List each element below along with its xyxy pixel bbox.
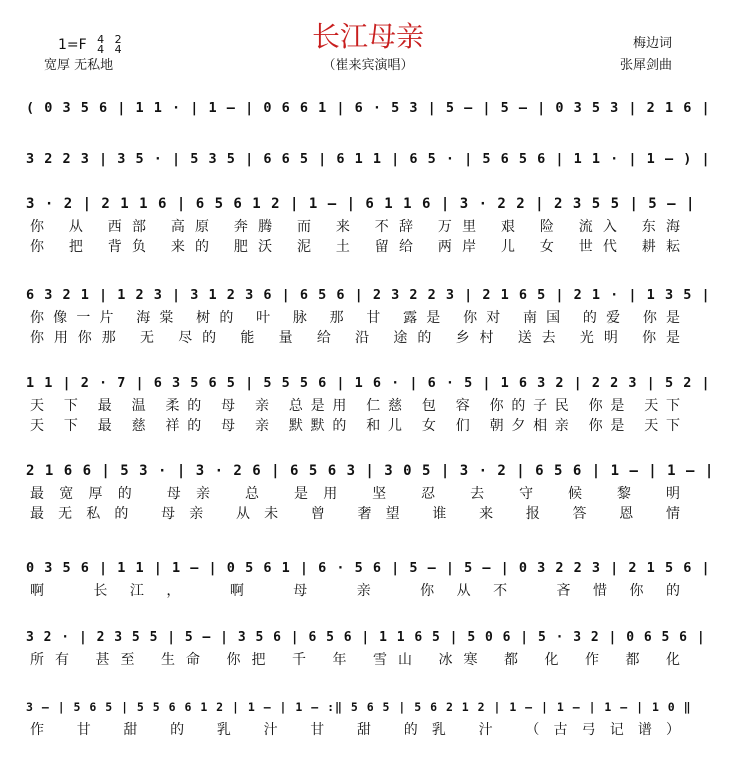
- notation-text: 3 – | 5 6 5 | 5 5 6 6 1 2 | 1 – | 1 – :‖ 5 6 5 | 5 6 2 1 2 | 1 – | 1 – | 1 – | 1 0 ‖: [26, 700, 692, 714]
- notation-row: [26, 148, 714, 170]
- time-signature-4-4: 4 4: [97, 33, 105, 56]
- notation-text: 6 3 2 1 | 1 2 3 | 3 1 2 3 6 | 6 5 6 | 2 3 2 2 3 | 2 1 6 5 | 2 1 · | 1 3 5 |: [26, 287, 711, 303]
- notation-text: 3 2 · | 2 3 5 5 | 5 – | 3 5 6 | 6 5 6 | 1 1 6 5 | 5 0 6 | 5 · 3 2 | 0 6 5 6 |: [26, 629, 706, 645]
- lyric-text: 最宽厚的 母亲 总 是用 坚 忍 去 守 候 黎 明: [30, 486, 680, 502]
- lyric-line: [30, 721, 680, 739]
- song-title: 长江母亲: [311, 20, 424, 53]
- lyric-text: 最无私的 母亲 从未 曾 奢望 谁 来 报 答 恩 情: [30, 506, 680, 522]
- notation-row: [26, 626, 714, 648]
- notation-row: [26, 97, 714, 119]
- lyric-text: 作 甘 甜 的 乳 汁 甘 甜 的乳 汁 （古弓记谱）: [30, 722, 680, 738]
- notation-row: [26, 193, 714, 215]
- notation-text: 0 3 5 6 | 1 1 | 1 – | 0 5 6 1 | 6 · 5 6 | 5 – | 5 – | 0 3 2 2 3 | 2 1 5 6 |: [26, 560, 711, 576]
- notation-text: 1 1 | 2 · 7 | 6 3 5 6 5 | 5 5 5 6 | 1 6 · | 6 · 5 | 1 6 3 2 | 2 2 3 | 5 2 |: [26, 375, 711, 391]
- lyric-text: 你用你那 无 尽的 能 量 给 沿 途的 乡村 送去 光明 你是: [30, 330, 680, 346]
- composer-credit: 张犀剑曲: [620, 58, 673, 73]
- lyric-line: [30, 485, 680, 503]
- notation-row: [26, 460, 714, 482]
- lyric-line: [30, 397, 680, 415]
- lyric-text: 天 下 最 温 柔的 母 亲 总是用 仁慈 包 容 你的子民 你是 天下: [30, 398, 680, 414]
- lyric-text: 所有 甚至 生命 你把 千 年 雪山 冰寒 都 化 作 都 化: [30, 652, 680, 668]
- tempo-marking: 宽厚 无私地: [44, 58, 114, 73]
- lyric-line: [30, 329, 680, 347]
- time-signature-2-4: 2 4: [114, 33, 122, 56]
- notation-row: [26, 696, 714, 718]
- lyric-text: 你 从 西部 高原 奔腾 而 来 不辞 万里 艰 险 流入 东海: [30, 219, 680, 235]
- notation-row: [26, 372, 714, 394]
- lyric-line: [30, 651, 680, 669]
- singer-credit: （崔来宾演唱）: [322, 58, 414, 73]
- notation-text: 2 1 6 6 | 5 3 · | 3 · 2 6 | 6 5 6 3 | 3 0 5 | 3 · 2 | 6 5 6 | 1 – | 1 – |: [26, 463, 715, 479]
- lyric-line: [30, 417, 680, 435]
- notation-row: [26, 284, 714, 306]
- lyric-line: [30, 238, 680, 256]
- key-signature: [58, 35, 122, 55]
- notation-text: ( 0 3 5 6 | 1 1 · | 1 – | 0 6 6 1 | 6 · 5 3 | 5 – | 5 – | 0 3 5 3 | 2 1 6 |: [26, 100, 711, 116]
- lyric-line: [30, 309, 680, 327]
- lyric-text: 你 把 背负 来的 肥沃 泥 土 留给 两岸 儿 女 世代 耕耘: [30, 239, 680, 255]
- notation-text: 3 2 2 3 | 3 5 · | 5 3 5 | 6 6 5 | 6 1 1 | 6 5 · | 5 6 5 6 | 1 1 · | 1 – ) |: [26, 151, 711, 167]
- lyric-text: 啊 长江， 啊 母 亲 你从不 吝惜你的: [30, 583, 680, 599]
- lyric-text: 天 下 最 慈 祥的 母 亲 默默的 和儿 女 们 朝夕相亲 你是 天下: [30, 418, 680, 434]
- key-label: 1=F: [58, 37, 87, 53]
- lyric-line: [30, 218, 680, 236]
- lyric-line: [30, 582, 680, 600]
- notation-row: [26, 557, 714, 579]
- lyric-line: [30, 505, 680, 523]
- lyricist-credit: 梅边词: [633, 36, 673, 51]
- lyric-text: 你像一片 海棠 树的 叶 脉 那 甘 露是 你对 南国 的爱 你是: [30, 310, 680, 326]
- notation-text: 3 · 2 | 2 1 1 6 | 6 5 6 1 2 | 1 – | 6 1 1 6 | 3 · 2 2 | 2 3 5 5 | 5 – |: [26, 196, 696, 212]
